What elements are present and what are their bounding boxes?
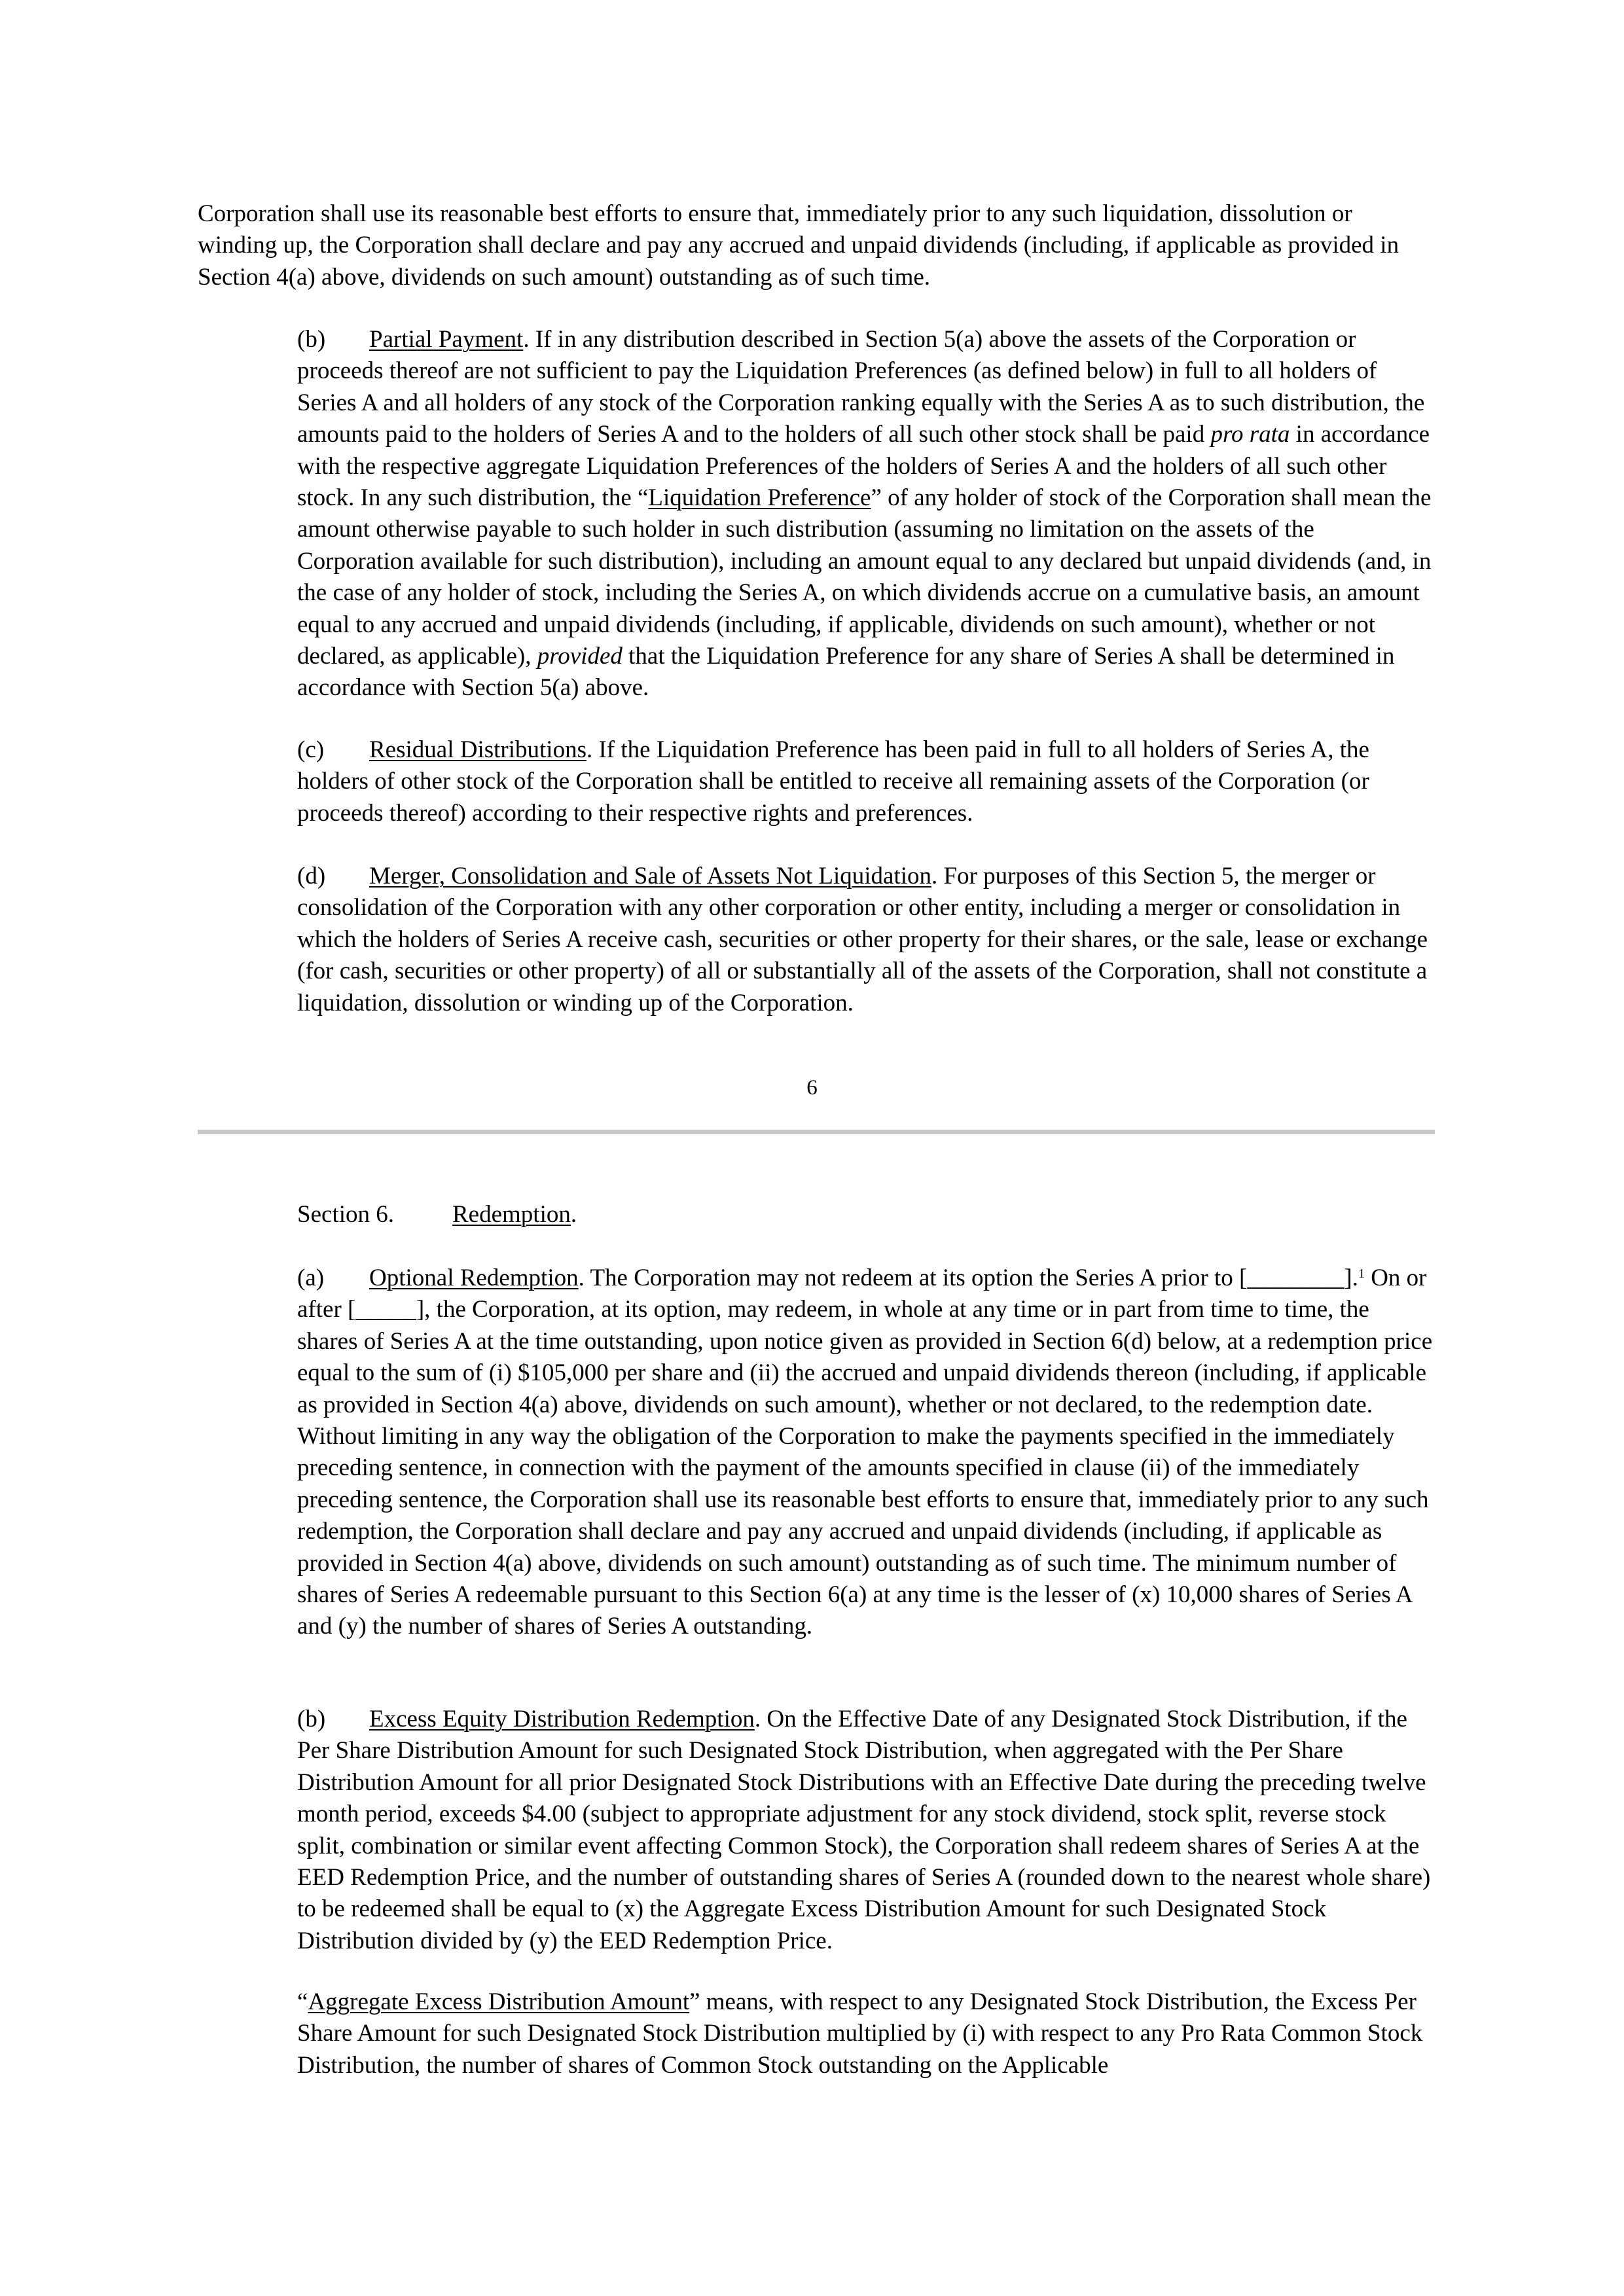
clause-label: (b) (297, 1706, 326, 1732)
paragraph-merger-consolidation: (d) Merger, Consolidation and Sale of Assets Not Liquidation. For purposes of this Section 5, the merger or consolidation of the Corporation with any other corporation or other entity, including a merger or consolidation in which the holders of Series A receive cash, securities or other property for their shares, or the sale, lease or exchange (for cash, securities or other property) of all or substantially all of the assets of the Corporation, shall not constitute a liquidation, dissolution or winding up of the Corporation. (198, 861, 1435, 1019)
paragraph-excess-equity-redemption: (b) Excess Equity Distribution Redemption. On the Effective Date of any Designated Stock Distribution, if the Per Share Distribution Amount for such Designated Stock Distribution, when aggregated with the Per Share Distribution Amount for all prior Designated Stock Distributions with an Effective Date during the preceding twelve month period, exceeds $4.00 (subject to appropriate adjustment for any stock dividend, stock split, reverse stock split, combination or similar event affecting Common Stock), the Corporation shall redeem shares of Series A at the EED Redemption Price, and the number of outstanding shares of Series A (rounded down to the nearest whole share) to be redeemed shall be equal to (x) the Aggregate Excess Distribution Amount for such Designated Stock Distribution divided by (y) the EED Redemption Price. (198, 1704, 1435, 1957)
paragraph-residual-distributions: (c) Residual Distributions. If the Liquidation Preference has been paid in full to all holders of Series A, the holders of other stock of the Corporation shall be entitled to receive all remaining assets of the Corporation (or proceeds thereof) according to their respective rights and preferences. (198, 734, 1435, 829)
paragraph-text: Corporation shall use its reasonable best efforts to ensure that, immediately prior to any such liquidation, dissolution or winding up, the Corporation shall declare and pay any accrued and unpaid dividends (including, if applicable as provided in Section 4(a) above, dividends on such amount) outstanding as of such time. (198, 200, 1399, 291)
clause-label: (d) (297, 863, 326, 889)
clause-heading: Optional Redemption (369, 1265, 579, 1291)
page-number: 6 (806, 1076, 818, 1100)
footnote-marker[interactable]: 1 (1358, 1266, 1365, 1281)
clause-heading: Merger, Consolidation and Sale of Assets Not Liquidation (369, 863, 932, 889)
clause-heading: Partial Payment (369, 326, 524, 353)
paragraph-definition-aggregate-excess: “Aggregate Excess Distribution Amount” means, with respect to any Designated Stock Distribution, the Excess Per Share Amount for such Designated Stock Distribution multiplied by (i) with respect to any Pro Rata Common Stock Distribution, the number of shares of Common Stock outstanding on the Applicable (297, 1988, 1423, 2079)
clause-label: (a) (297, 1265, 325, 1291)
section-label: Section 6. (297, 1201, 394, 1228)
clause-heading: Excess Equity Distribution Redemption (369, 1706, 755, 1732)
paragraph-partial-payment: (b) Partial Payment. If in any distribution described in Section 5(a) above the assets of the Corporation or proceeds thereof are not sufficient to pay the Liquidation Preferences (as defined below) in full to all holders of Series A and all holders of any stock of the Corporation ranking equally with the Series A as to such distribution, the amounts paid to the holders of Series A and to the holders of all such other stock shall be paid pro rata in accordance with the respective aggregate Liquidation Preferences of the holders of Series A and the holders of all such other stock. In any such distribution, the “Liquidation Preference” of any holder of stock of the Corporation shall mean the amount otherwise payable to such holder in such distribution (assuming no limitation on the assets of the Corporation available for such distribution), including an amount equal to any declared but unpaid dividends (and, in the case of any holder of stock, including the Series A, on which dividends accrue on a cumulative basis, an amount equal to any accrued and unpaid dividends (including, if applicable, dividends on such amount), whether or not declared, as applicable), provided that the Liquidation Preference for any share of Series A shall be determined in accordance with Section 5(a) above. (198, 324, 1435, 704)
clause-heading: Residual Distributions (369, 736, 586, 763)
paragraph-optional-redemption: (a) Optional Redemption. The Corporation may not redeem at its option the Series A prior to [________].$^1$ On or after [_____], the Corporation, at its option, may redeem, in whole at any time or in part from time to time, the shares of Series A at the time outstanding, upon notice given as provided in Section 6(d) below, at a redemption price equal to the sum of (i) $105,000 per share and (ii) the accrued and unpaid dividends thereon (including, if applicable as provided in Section 4(a) above, dividends on such amount), whether or not declared, to the redemption date. Without limiting in any way the obligation of the Corporation to make the payments specified in the immediately preceding sentence, in connection with the payment of the amounts specified in clause (ii) of the immediately preceding sentence, the Corporation shall use its reasonable best efforts to ensure that, immediately prior to any such redemption, the Corporation shall declare and pay any accrued and unpaid dividends (including, if applicable as provided in Section 4(a) above, dividends on such amount) outstanding as of such time. The minimum number of shares of Series A redeemable pursuant to this Section 6(a) at any time is the lesser of (x) 10,000 shares of Series A and (y) the number of shares of Series A outstanding. (198, 1263, 1435, 1643)
defined-term: Liquidation Preference (648, 484, 871, 512)
section-heading: Section 6. Redemption. (198, 1199, 1435, 1230)
clause-label: (b) (297, 326, 326, 353)
paragraph-liquidation-continuation (198, 198, 1435, 293)
clause-label: (c) (297, 736, 325, 763)
page-divider (198, 1130, 1435, 1134)
defined-term: Aggregate Excess Distribution Amount (308, 1988, 690, 2015)
section-title: Redemption (452, 1201, 571, 1228)
